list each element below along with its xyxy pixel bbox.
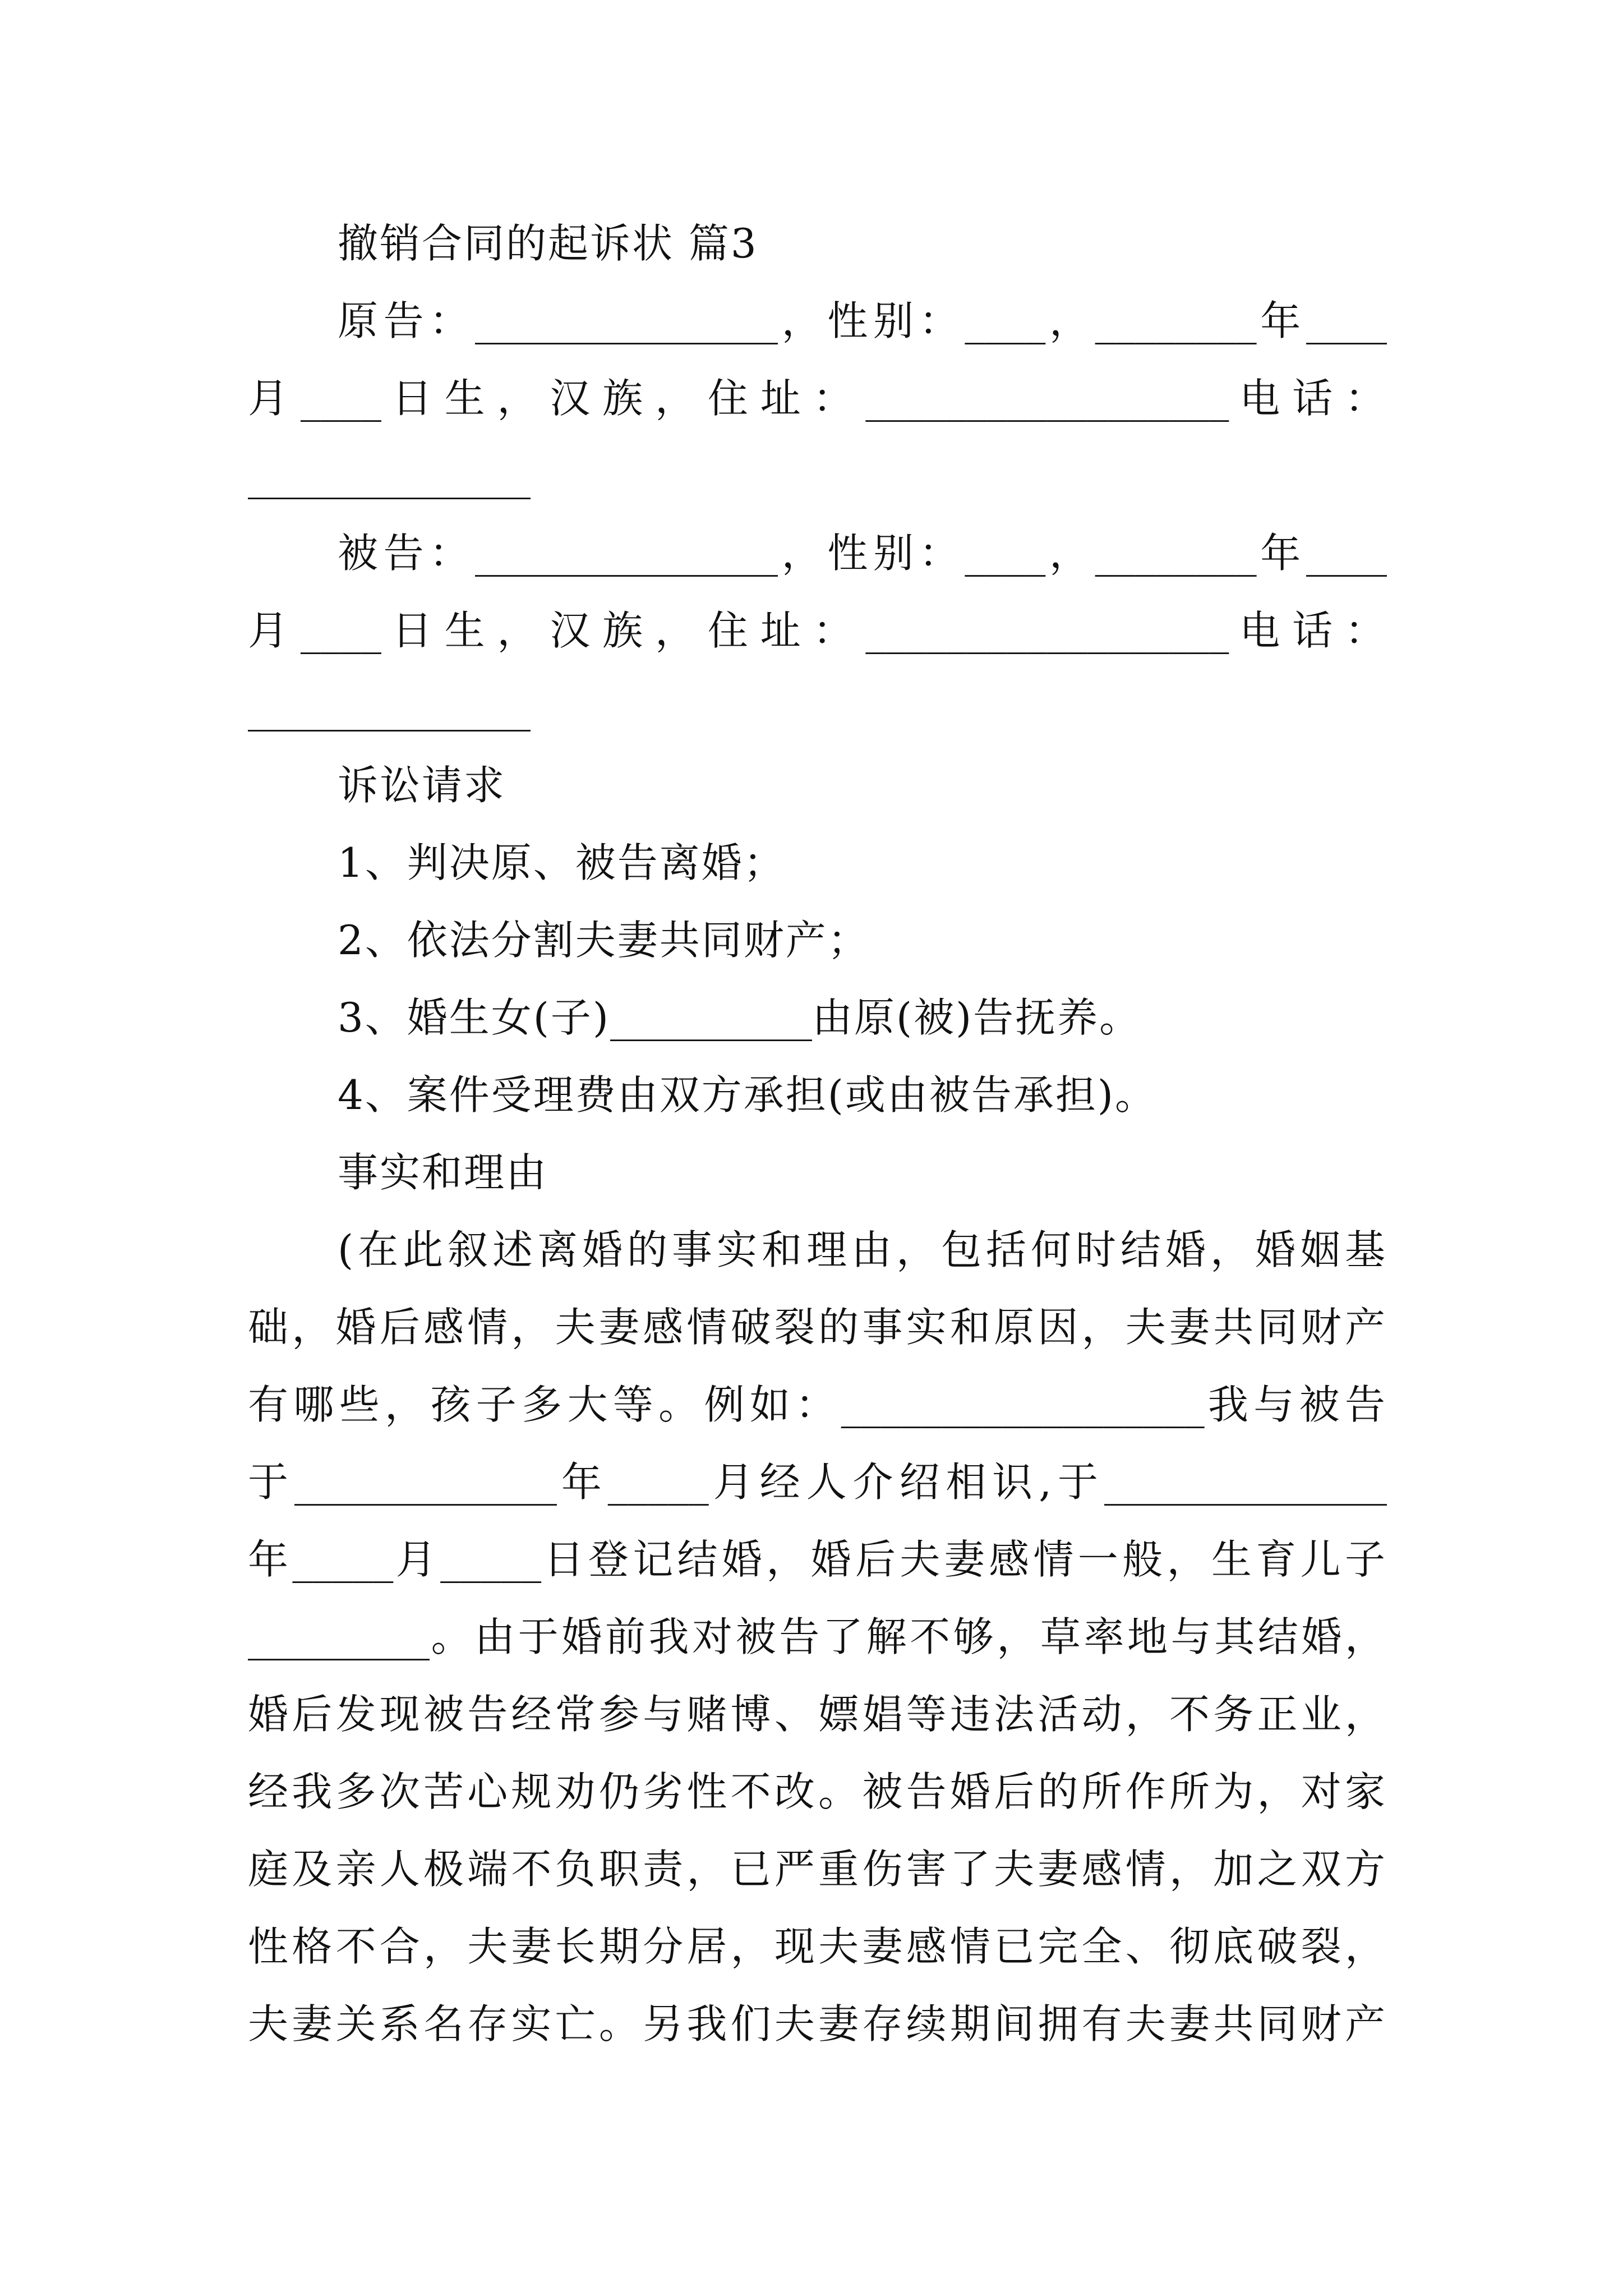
claim-item <box>248 1056 1387 1134</box>
text-segment: 夫妻关系名存实亡。另我们夫妻存续期间拥有夫妻共同财产 <box>248 2000 1387 2047</box>
facts-line <box>248 1830 1387 1908</box>
text-segment: 4、案件受理费由双方承担(或由被告承担)。 <box>338 1071 1157 1119</box>
plaintiff-label: 原告： <box>338 297 475 344</box>
blank-line: _______________ <box>475 530 778 577</box>
blank-line: _________ <box>248 1613 430 1660</box>
blank-line: ____ <box>1306 530 1387 577</box>
claims-section <box>248 747 1387 1134</box>
blank-line: __________________ <box>865 607 1229 654</box>
text-segment: 年 <box>1256 530 1306 577</box>
doc-title: 撤销合同的起诉状 篇3 <box>338 220 758 267</box>
facts-section <box>248 1134 1387 2063</box>
blank-line: __________ <box>610 994 812 1041</box>
blank-line: ________ <box>1095 297 1257 344</box>
text-segment: 日生，汉族，住址： <box>381 375 866 422</box>
claim-item <box>248 901 1387 979</box>
plaintiff-section <box>248 282 1387 514</box>
blank-line: __________________ <box>841 1381 1205 1428</box>
blank-line: ____ <box>965 530 1046 577</box>
claim-item <box>248 824 1387 901</box>
text-segment: 3、婚生女(子) <box>338 994 610 1041</box>
defendant-label: 被告： <box>338 530 475 577</box>
text-segment: 由原(被)告抚养。 <box>812 994 1142 1041</box>
facts-line <box>248 1211 1387 1289</box>
text-segment: 月 <box>248 375 301 422</box>
text-segment: 有哪些，孩子多大等。例如： <box>248 1381 841 1428</box>
blank-line: ____ <box>300 375 381 422</box>
facts-line <box>248 1676 1387 1753</box>
text-segment: 月 <box>393 1536 441 1583</box>
text-segment: 年 <box>248 1536 293 1583</box>
text-segment: ，性别： <box>778 530 965 577</box>
text-segment: 日生，汉族，住址： <box>381 607 866 654</box>
facts-heading: 事实和理由 <box>338 1149 548 1196</box>
text-segment: 婚后发现被告经常参与赌博、嫖娼等违法活动，不务正业， <box>248 1691 1387 1738</box>
plaintiff-line <box>248 360 1387 437</box>
blank-line: ____ <box>1306 297 1387 344</box>
text-segment: 年 <box>1256 297 1306 344</box>
defendant-section <box>248 514 1387 747</box>
claims-heading: 诉讼请求 <box>338 762 506 809</box>
text-segment: ， <box>1045 297 1095 344</box>
facts-line <box>248 1908 1387 1985</box>
text-segment: ， <box>1045 530 1095 577</box>
text-segment: 电话： <box>1229 607 1387 654</box>
text-segment: ，性别： <box>778 297 965 344</box>
text-segment: 月 <box>248 607 301 654</box>
facts-line <box>248 1521 1387 1598</box>
defendant-line <box>248 669 1387 747</box>
document-page <box>248 205 1387 2063</box>
text-segment: 电话： <box>1229 375 1387 422</box>
blank-line: _____ <box>607 1458 709 1506</box>
text-segment: 日登记结婚，婚后夫妻感情一般，生育儿子 <box>541 1536 1387 1583</box>
facts-line <box>248 1985 1387 2063</box>
text-segment: 庭及亲人极端不负职责，已严重伤害了夫妻感情，加之双方 <box>248 1846 1387 1893</box>
text-segment: 我与被告 <box>1204 1381 1387 1428</box>
blank-line: _______________ <box>475 297 778 344</box>
plaintiff-line <box>248 282 1387 360</box>
text-segment: 经我多次苦心规劝仍劣性不改。被告婚后的所作所为，对家 <box>248 1768 1387 1815</box>
blank-line: _____________ <box>294 1458 557 1506</box>
facts-line <box>248 1598 1387 1676</box>
blank-line: ______________ <box>248 684 531 731</box>
blank-line: __________________ <box>865 375 1229 422</box>
defendant-line <box>248 514 1387 592</box>
blank-line: ________ <box>1095 530 1257 577</box>
text-segment: 础，婚后感情，夫妻感情破裂的事实和原因，夫妻共同财产 <box>248 1304 1387 1351</box>
text-segment: (在此叙述离婚的事实和理由，包括何时结婚，婚姻基 <box>338 1226 1387 1273</box>
text-segment: 年 <box>556 1458 608 1506</box>
text-segment: 2、依法分割夫妻共同财产； <box>338 917 870 964</box>
facts-line <box>248 1753 1387 1830</box>
text-segment: 1、判决原、被告离婚； <box>338 839 786 886</box>
text-segment: 月经人介绍相识,于 <box>708 1458 1104 1506</box>
facts-line <box>248 1443 1387 1521</box>
text-segment: 性格不合，夫妻长期分居，现夫妻感情已完全、彻底破裂， <box>248 1923 1387 1970</box>
blank-line: ____ <box>300 607 381 654</box>
claim-item <box>248 979 1387 1056</box>
text-segment: 于 <box>248 1458 294 1506</box>
blank-line: _____ <box>440 1536 542 1583</box>
facts-line <box>248 1366 1387 1443</box>
text-segment: 。由于婚前我对被告了解不够，草率地与其结婚， <box>430 1613 1387 1660</box>
defendant-line <box>248 592 1387 669</box>
plaintiff-line <box>248 437 1387 514</box>
blank-line: ____ <box>965 297 1046 344</box>
blank-line: _____ <box>292 1536 394 1583</box>
blank-line: ______________ <box>248 452 531 499</box>
facts-line <box>248 1289 1387 1366</box>
blank-line: ______________ <box>1104 1458 1387 1506</box>
